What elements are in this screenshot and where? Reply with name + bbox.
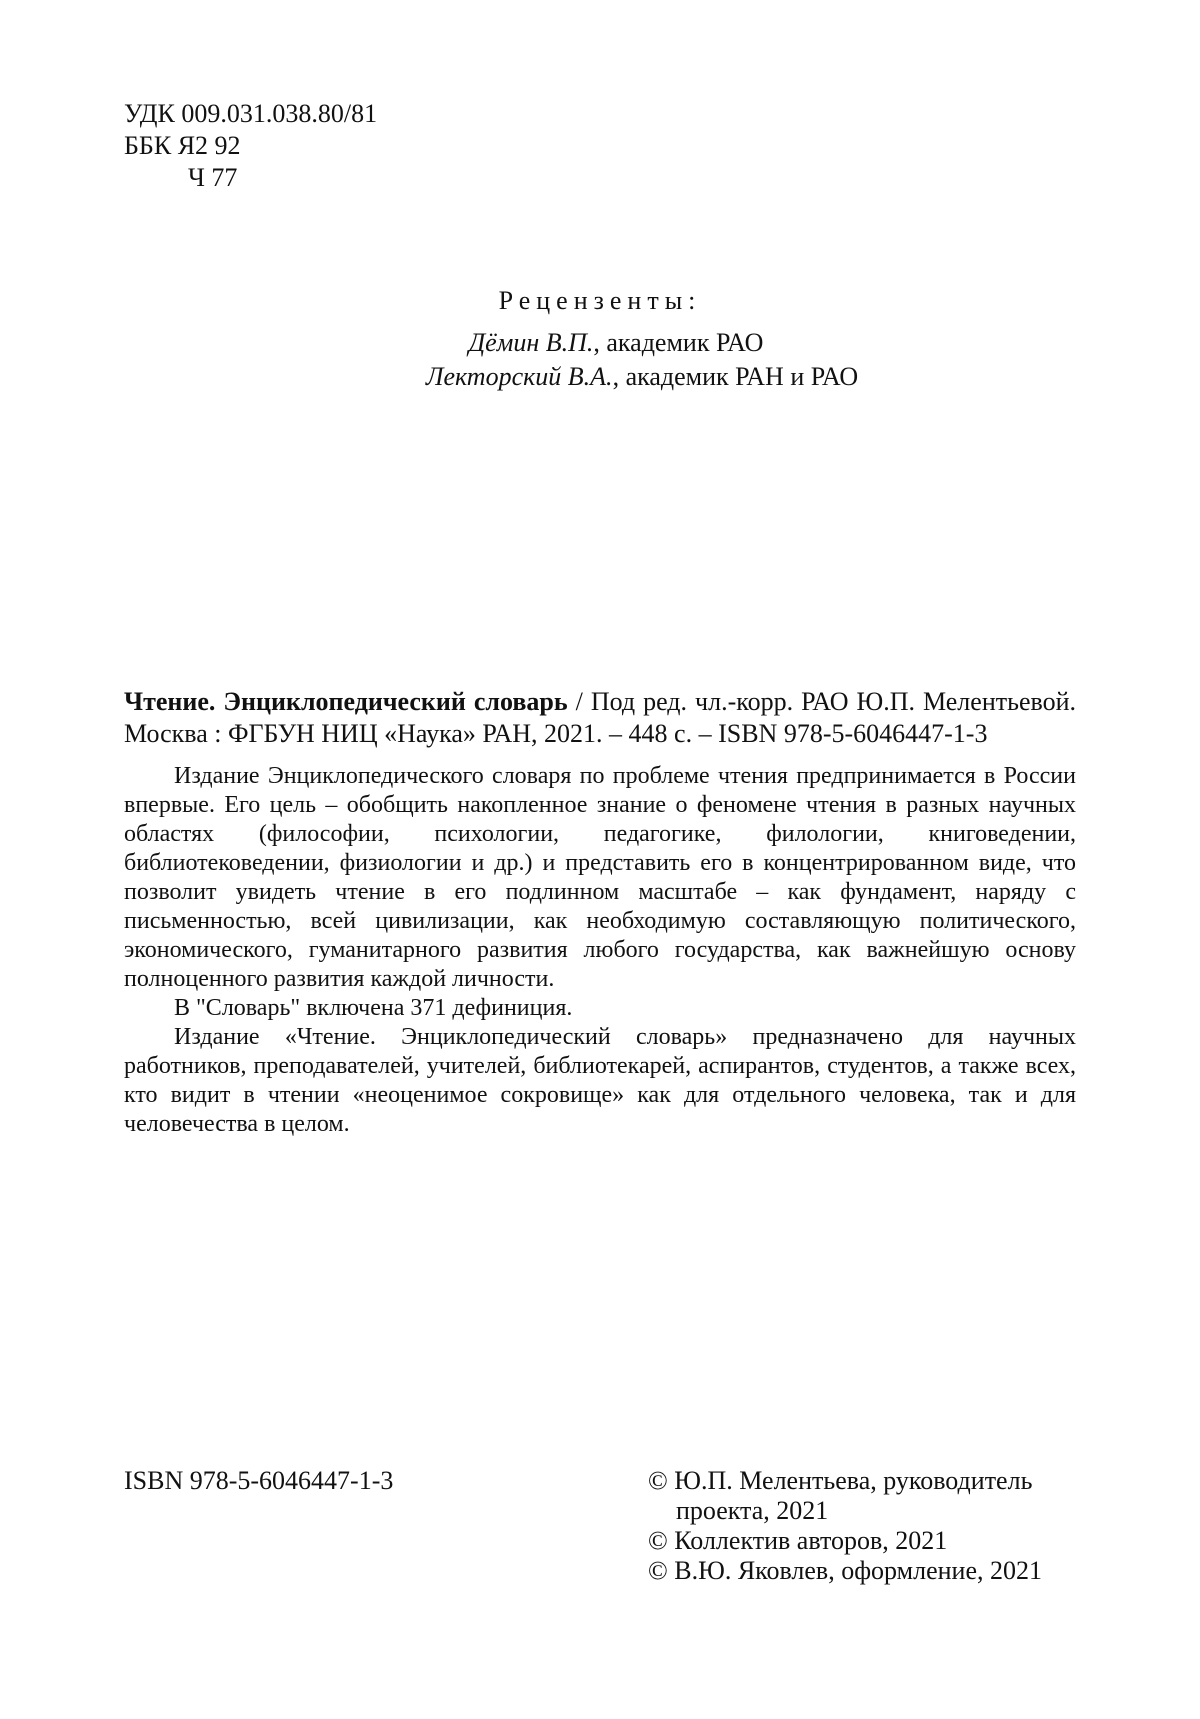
classification-block [124, 98, 377, 194]
bibliographic-details: / Под ред. чл.-корр. РАО Ю.П. Мелентьевой. Москва : ФГБУН НИЦ «Наука» РАН, 2021. – 448 с. – ISBN 978-5-6046447-1-3 [124, 687, 1077, 748]
udk-code: УДК 009.031.038.80/81 [124, 99, 378, 128]
reviewer-name: Дёмин В.П. [468, 328, 594, 357]
copyright-line: © Ю.П. Мелентьева, руководитель [648, 1466, 1033, 1495]
reviewer-role: , академик РАО [593, 328, 764, 357]
reviewer-name: Лекторский В.А. [425, 362, 613, 391]
author-mark: Ч 77 [188, 163, 238, 192]
reviewer-item [84, 360, 1200, 394]
footer-isbn: ISBN 978-5-6046447-1-3 [124, 1466, 394, 1495]
annotation-paragraph: Издание Энциклопедического словаря по проблеме чтения предпринимается в России впервые. Его цель – обобщить накопленное знание о феномене чтения в разных научных областях (философии, психологии, педагогике, филологии, книговедении, библиотековедении, физиологии и др.) и представить его в концентрированном виде, что позволит увидеть чтение в его подлинном масштабе – как фундамент, наряду с письменностью, всей цивилизации, как необходимую составляющую политического, экономического, гуманитарного развития любого государства, как важнейшую основу полноценного развития каждой личности. [124, 763, 1076, 992]
bbk-code: ББК Я2 92 [124, 131, 241, 160]
copyright-line: © В.Ю. Яковлев, оформление, 2021 [648, 1556, 1042, 1585]
book-title: Чтение. Энциклопедический словарь [124, 687, 568, 716]
reviewer-role: , академик РАН и РАО [612, 362, 859, 391]
reviewers-heading: Рецензенты: [498, 286, 702, 315]
copyright-line: © Коллектив авторов, 2021 [648, 1526, 948, 1555]
reviewers-block [0, 284, 1200, 394]
bibliographic-record [124, 686, 1076, 750]
annotation-paragraph: Издание «Чтение. Энциклопедический словарь» предназначено для научных работников, преподавателей, учителей, библиотекарей, аспирантов, студентов, а также всех, кто видит в чтении «неоценимое сокровище» как для отдельного человека, так и для человечества в целом. [124, 1024, 1076, 1137]
copyright-notices [648, 1466, 1088, 1586]
annotation-paragraph: В "Словарь" включена 371 дефиниция. [174, 995, 573, 1021]
reviewer-item [32, 326, 1200, 360]
main-content [124, 686, 1076, 1139]
copyright-line-continued: проекта, 2021 [676, 1496, 829, 1525]
